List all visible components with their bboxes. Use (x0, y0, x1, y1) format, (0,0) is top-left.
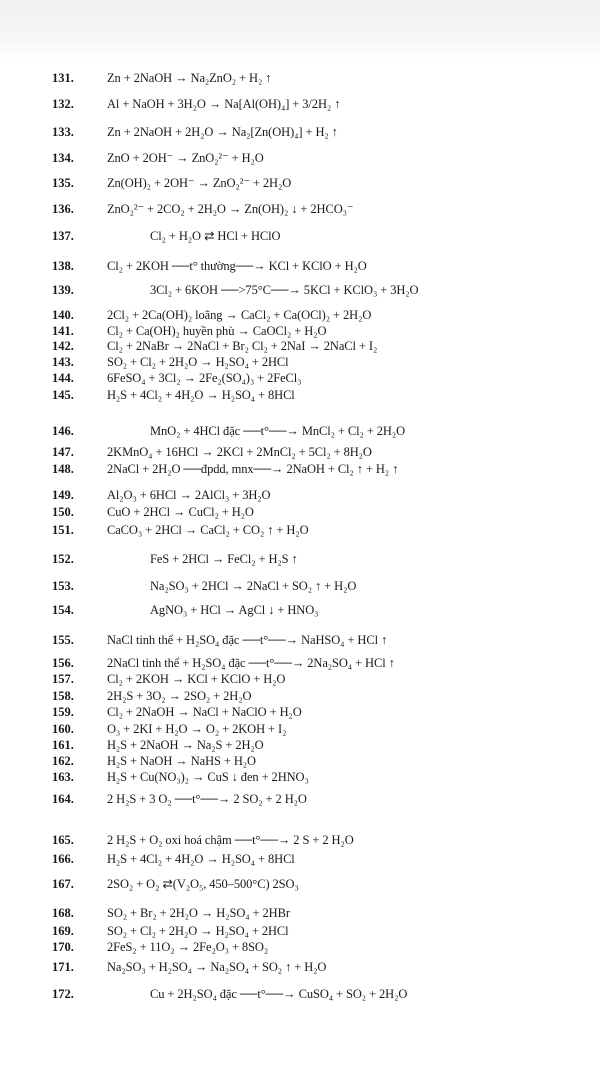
reaction-equation: Cl₂ + 2KOH → KCl + KClO + H₂O (107, 672, 286, 686)
reaction-row (0, 94, 600, 114)
reaction-equation: 2NaCl tinh thể + H₂SO₄ đặc ──t°──→ 2Na₂SO₄ + HCl ↑ (107, 656, 395, 670)
reaction-number: 155. (52, 633, 74, 647)
reaction-equation: 2Cl₂ + 2Ca(OH)₂ loãng → CaCl₂ + Ca(OCl)₂ + 2H₂O (107, 308, 372, 322)
reaction-row (0, 173, 600, 193)
reaction-equation: H₂S + NaOH → NaHS + H₂O (107, 754, 256, 768)
reaction-equation: Al₂O₃ + 6HCl → 2AlCl₃ + 3H₂O (107, 488, 271, 502)
reaction-equation: Cl₂ + 2KOH ──t° thường──→ KCl + KClO + H₂O (107, 259, 367, 273)
reaction-equation: 3Cl₂ + 6KOH ──>75°C──→ 5KCl + KClO₃ + 3H₂O (150, 283, 419, 297)
reaction-equation: 2 H₂S + O₂ oxi hoá chậm ──t°──→ 2 S + 2 H₂O (107, 833, 354, 847)
reaction-row (0, 830, 600, 850)
reaction-row (0, 600, 600, 620)
reaction-equation: H₂S + 4Cl₂ + 4H₂O → H₂SO₄ + 8HCl (107, 388, 295, 402)
reaction-number: 151. (52, 523, 74, 537)
reaction-number: 152. (52, 552, 74, 566)
reaction-number: 149. (52, 488, 74, 502)
reaction-number: 146. (52, 424, 74, 438)
reaction-equation: Cl₂ + H₂O ⇄ HCl + HClO (150, 229, 281, 243)
reaction-number: 133. (52, 125, 74, 139)
reaction-row (0, 459, 600, 479)
reaction-equation: 2FeS₂ + 11O₂ → 2Fe₂O₃ + 8SO₂ (107, 940, 269, 954)
reaction-equation: Cu + 2H₂SO₄ đặc ──t°──→ CuSO₄ + SO₂ + 2H₂O (150, 987, 408, 1001)
reaction-number: 154. (52, 603, 74, 617)
reaction-equation: Cl₂ + Ca(OH)₂ huyền phù → CaOCl₂ + H₂O (107, 324, 327, 338)
reaction-row (0, 849, 600, 869)
reaction-number: 140. (52, 308, 74, 322)
reaction-equation: 2KMnO₄ + 16HCl → 2KCl + 2MnCl₂ + 5Cl₂ + 8H₂O (107, 445, 372, 459)
reaction-equation: H₂S + 4Cl₂ + 4H₂O → H₂SO₄ + 8HCl (107, 852, 295, 866)
reaction-equation: Al + NaOH + 3H₂O → Na[Al(OH)₄] + 3/2H₂ ↑ (107, 97, 341, 111)
reaction-row (0, 122, 600, 142)
reaction-row (0, 576, 600, 596)
reaction-row (0, 226, 600, 246)
reaction-row (0, 280, 600, 300)
reaction-number: 156. (52, 656, 74, 670)
reaction-equation: NaCl tinh thể + H₂SO₄ đặc ──t°──→ NaHSO₄ + HCl ↑ (107, 633, 388, 647)
top-bar (0, 0, 600, 60)
reaction-equation: SO₂ + Br₂ + 2H₂O → H₂SO₄ + 2HBr (107, 906, 290, 920)
reaction-row (0, 630, 600, 650)
reaction-number: 145. (52, 388, 74, 402)
reaction-row (0, 148, 600, 168)
reaction-number: 162. (52, 754, 74, 768)
reaction-number: 171. (52, 960, 74, 974)
reaction-row (0, 68, 600, 88)
reaction-equation: CuO + 2HCl → CuCl₂ + H₂O (107, 505, 254, 519)
reaction-number: 159. (52, 705, 74, 719)
reaction-equation: Na₂SO₃ + H₂SO₄ → Na₂SO₄ + SO₂ ↑ + H₂O (107, 960, 327, 974)
reaction-row (0, 984, 600, 1004)
reaction-row (0, 385, 600, 405)
reaction-number: 132. (52, 97, 74, 111)
reaction-number: 144. (52, 371, 74, 385)
reaction-row (0, 256, 600, 276)
reaction-number: 148. (52, 462, 74, 476)
reaction-number: 139. (52, 283, 74, 297)
document-page (0, 60, 600, 1067)
reaction-number: 168. (52, 906, 74, 920)
reaction-row (0, 903, 600, 923)
reaction-row (0, 421, 600, 441)
reaction-equation: Zn(OH)₂ + 2OH⁻ → ZnO₂²⁻ + 2H₂O (107, 176, 292, 190)
reaction-number: 164. (52, 792, 74, 806)
reaction-equation: Zn + 2NaOH → Na₂ZnO₂ + H₂ ↑ (107, 71, 272, 85)
reaction-equation: H₂S + 2NaOH → Na₂S + 2H₂O (107, 738, 264, 752)
reaction-number: 136. (52, 202, 74, 216)
reaction-row (0, 937, 600, 957)
reaction-number: 160. (52, 722, 74, 736)
reaction-number: 163. (52, 770, 74, 784)
reaction-equation: 2NaCl + 2H₂O ──đpdd, mnx──→ 2NaOH + Cl₂ ↑ + H₂ ↑ (107, 462, 399, 476)
reaction-number: 157. (52, 672, 74, 686)
reaction-row (0, 549, 600, 569)
reaction-number: 172. (52, 987, 74, 1001)
reaction-number: 131. (52, 71, 74, 85)
reaction-row (0, 789, 600, 809)
reaction-row (0, 767, 600, 787)
reaction-equation: O₃ + 2KI + H₂O → O₂ + 2KOH + I₂ (107, 722, 287, 736)
reaction-number: 138. (52, 259, 74, 273)
reaction-equation: Na₂SO₃ + 2HCl → 2NaCl + SO₂ ↑ + H₂O (150, 579, 357, 593)
reaction-equation: ZnO₂²⁻ + 2CO₂ + 2H₂O → Zn(OH)₂ ↓ + 2HCO₃⁻ (107, 202, 354, 216)
reaction-number: 169. (52, 924, 74, 938)
reaction-row (0, 874, 600, 894)
reaction-number: 167. (52, 877, 74, 891)
reaction-equation: CaCO₃ + 2HCl → CaCl₂ + CO₂ ↑ + H₂O (107, 523, 309, 537)
reaction-equation: 6FeSO₄ + 3Cl₂ → 2Fe₂(SO₄)₃ + 2FeCl₃ (107, 371, 302, 385)
reaction-row (0, 199, 600, 219)
reaction-equation: 2H₂S + 3O₂ → 2SO₂ + 2H₂O (107, 689, 252, 703)
reaction-number: 161. (52, 738, 74, 752)
reaction-number: 142. (52, 339, 74, 353)
reaction-number: 134. (52, 151, 74, 165)
reaction-row (0, 957, 600, 977)
reaction-equation: MnO₂ + 4HCl đặc ──t°──→ MnCl₂ + Cl₂ + 2H₂O (150, 424, 406, 438)
reaction-number: 135. (52, 176, 74, 190)
reaction-number: 153. (52, 579, 74, 593)
reaction-equation: Zn + 2NaOH + 2H₂O → Na₂[Zn(OH)₄] + H₂ ↑ (107, 125, 338, 139)
reaction-equation: H₂S + Cu(NO₃)₂ → CuS ↓ đen + 2HNO₃ (107, 770, 309, 784)
reaction-equation: 2 H₂S + 3 O₂ ──t°──→ 2 SO₂ + 2 H₂O (107, 792, 307, 806)
reaction-number: 150. (52, 505, 74, 519)
reaction-equation: FeS + 2HCl → FeCl₂ + H₂S ↑ (150, 552, 298, 566)
reaction-equation: SO₂ + Cl₂ + 2H₂O → H₂SO₄ + 2HCl (107, 355, 289, 369)
reaction-equation: AgNO₃ + HCl → AgCl ↓ + HNO₃ (150, 603, 319, 617)
reaction-number: 147. (52, 445, 74, 459)
reaction-number: 141. (52, 324, 74, 338)
reaction-equation: ZnO + 2OH⁻ → ZnO₂²⁻ + H₂O (107, 151, 264, 165)
reaction-number: 158. (52, 689, 74, 703)
reaction-equation: Cl₂ + 2NaBr → 2NaCl + Br₂ Cl₂ + 2NaI → 2NaCl + I₂ (107, 339, 378, 353)
reaction-equation: Cl₂ + 2NaOH → NaCl + NaClO + H₂O (107, 705, 302, 719)
reaction-equation: 2SO₂ + O₂ ⇄(V₂O₅, 450–500°C) 2SO₃ (107, 877, 299, 891)
reaction-number: 166. (52, 852, 74, 866)
reaction-number: 170. (52, 940, 74, 954)
reaction-number: 137. (52, 229, 74, 243)
reaction-equation: SO₂ + Cl₂ + 2H₂O → H₂SO₄ + 2HCl (107, 924, 289, 938)
reaction-row (0, 502, 600, 522)
reaction-number: 165. (52, 833, 74, 847)
reaction-number: 143. (52, 355, 74, 369)
reaction-row (0, 520, 600, 540)
